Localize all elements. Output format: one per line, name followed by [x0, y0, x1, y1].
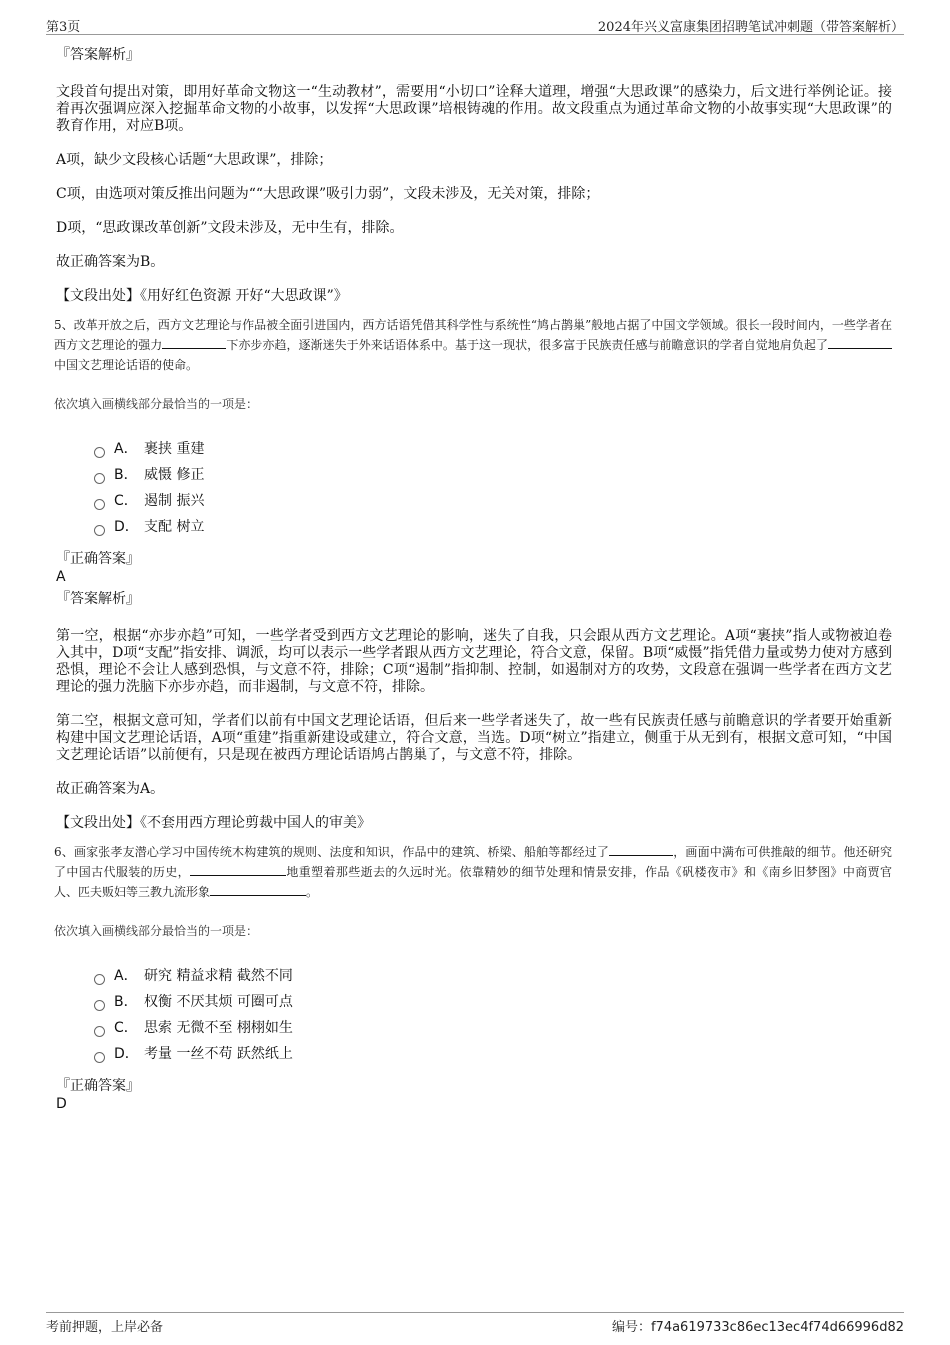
question-6-stem: 6、画家张孝友潜心学习中国传统木构建筑的规则、法度和知识，作品中的建筑、桥梁、船舶等都经过了 ，画面中满布可供推敲的细节。他还研究了中国古代服装的历史， 地重塑着那些逝去的久远时光。依靠精妙的细节处理和情景安排，作品《矾楼夜市》和《南乡旧梦图》中商贾官人、匹夫贩妇等三教九流形象 。 [54, 845, 892, 899]
question-prompt: 依次填入画横线部分最恰当的一项是： [54, 924, 259, 938]
radio-icon[interactable] [94, 473, 105, 484]
analysis-label: 『答案解析』 [56, 47, 140, 63]
blank-line [190, 863, 286, 876]
blank-line [828, 336, 892, 349]
blank-line [210, 883, 306, 896]
footer-slogan: 考前押题，上岸必备 [46, 1320, 164, 1335]
correct-answer: A [56, 569, 66, 585]
analysis-paragraph: D项，“思政课改革创新”文段未涉及，无中生有，排除。 [56, 220, 404, 236]
correct-answer: D [56, 1096, 67, 1112]
analysis-paragraph: 故正确答案为A。 [56, 781, 165, 797]
page-content [56, 46, 892, 1113]
option-d[interactable]: D． 考量 一丝不苟 跃然纸上 [94, 1041, 892, 1067]
question-5-stem: 5、改革开放之后，西方文艺理论与作品被全面引进国内，西方话语凭借其科学性与系统性“鸠占鹊巢”般地占据了中国文学领域。很长一段时间内，一些学者在西方文艺理论的强力 下亦步亦趋，逐渐迷失于外来话语体系中。基于这一现状，很多富于民族责任感与前瞻意识的学者自觉地肩负起了中国文艺理论话语的使命。 [54, 318, 892, 372]
blank-line [609, 843, 673, 856]
option-c[interactable]: C． 思索 无微不至 栩栩如生 [94, 1015, 892, 1041]
options-list [94, 963, 892, 1067]
radio-icon[interactable] [94, 1026, 105, 1037]
document-code: 编号：f74a619733c86ec13ec4f74d66996d82 [611, 1320, 904, 1335]
radio-icon[interactable] [94, 1000, 105, 1011]
option-b[interactable]: B． 权衡 不厌其烦 可圈可点 [94, 989, 892, 1015]
correct-answer-label: 『正确答案』 [56, 551, 140, 567]
analysis-paragraph: 第二空，根据文意可知，学者们以前有中国文艺理论话语，但后来一些学者迷失了，故一些有民族责任感与前瞻意识的学者要开始重新构建中国文艺理论话语，A项“重建”指重新建设或建立，符合文意，当选。D项“树立”指建立，侧重于从无到有，根据文意可知，“中国文艺理论话语”以前便有，只是现在被西方理论话语鸠占鹊巢了，与文意不符，排除。 [56, 713, 892, 763]
radio-icon[interactable] [94, 499, 105, 510]
page-header [46, 14, 904, 35]
option-a[interactable]: A． 裹挟 重建 [94, 436, 892, 462]
analysis-paragraph: 故正确答案为B。 [56, 254, 165, 270]
radio-icon[interactable] [94, 1052, 105, 1063]
radio-icon[interactable] [94, 525, 105, 536]
analysis-paragraph: 文段首句提出对策，即用好革命文物这一“生动教材”，需要用“小切口”诠释大道理，增强“大思政课”的感染力，后文进行举例论证。接着再次强调应深入挖掘革命文物的小故事，以发挥“大思政课”培根铸魂的作用。故文段重点为通过革命文物的小故事实现“大思政课”的教育作用，对应B项。 [56, 84, 892, 134]
option-c[interactable]: C． 遏制 振兴 [94, 488, 892, 514]
analysis-paragraph: C项，由选项对策反推出问题为““大思政课”吸引力弱”，文段未涉及，无关对策，排除； [56, 186, 600, 202]
correct-answer-label: 『正确答案』 [56, 1078, 140, 1094]
analysis-paragraph: 第一空，根据“亦步亦趋”可知，一些学者受到西方文艺理论的影响，迷失了自我，只会跟从西方文艺理论。A项“裹挟”指人或物被迫卷入其中，D项“支配”指安排、调派，均可以表示一些学者跟从西方文艺理论，符合文意，保留。B项“威慑”指凭借力量或势力使对方感到恐惧，理论不会让人感到恐惧，与文意不符，排除；C项“遏制”指抑制、控制，如遏制对方的攻势，文段意在强调一些学者在西方文艺理论的强力洗脑下亦步亦趋，而非遏制，与文意不符，排除。 [56, 628, 892, 695]
analysis-label: 『答案解析』 [56, 591, 140, 607]
option-d[interactable]: D． 支配 树立 [94, 514, 892, 540]
source-citation: 【文段出处】《不套用西方理论剪裁中国人的审美》 [56, 815, 371, 831]
radio-icon[interactable] [94, 974, 105, 985]
source-citation: 【文段出处】《用好红色资源 开好“大思政课”》 [56, 288, 348, 304]
analysis-paragraph: A项，缺少文段核心话题“大思政课”，排除； [56, 152, 333, 168]
page-footer [46, 1312, 904, 1335]
question-prompt: 依次填入画横线部分最恰当的一项是： [54, 397, 259, 411]
blank-line [162, 336, 226, 349]
document-title: 2024年兴义富康集团招聘笔试冲刺题（带答案解析） [597, 20, 904, 35]
options-list [94, 436, 892, 540]
option-b[interactable]: B． 威慑 修正 [94, 462, 892, 488]
option-a[interactable]: A． 研究 精益求精 截然不同 [94, 963, 892, 989]
radio-icon[interactable] [94, 447, 105, 458]
page-number: 第3页 [46, 20, 81, 35]
